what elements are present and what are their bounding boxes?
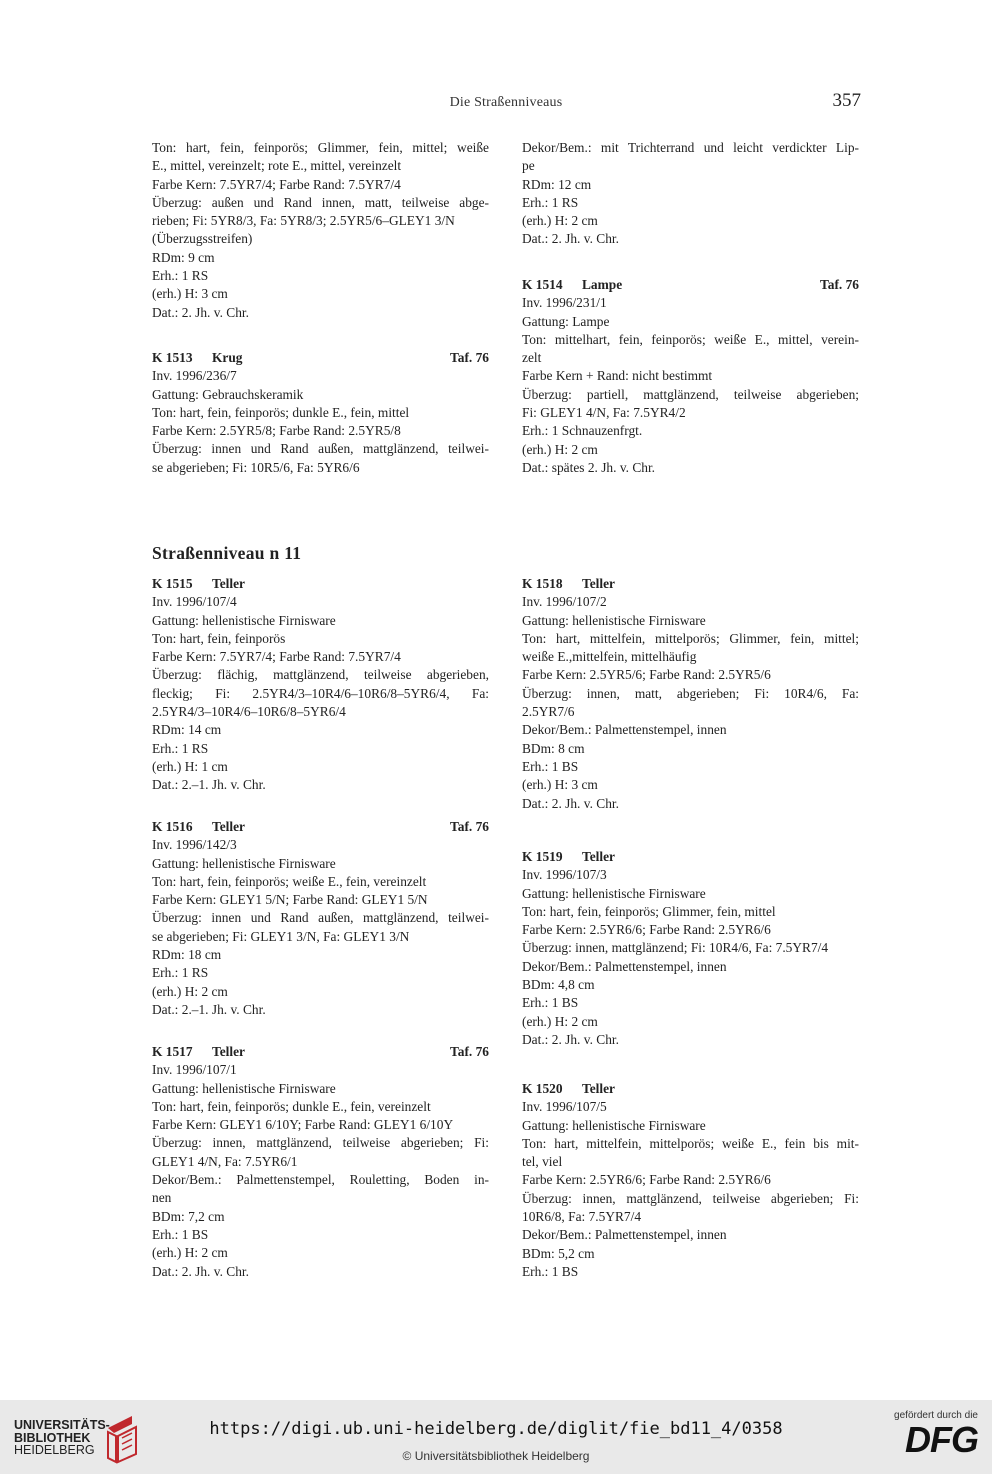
object-type: Lampe	[582, 277, 623, 292]
entry-heading	[522, 276, 859, 294]
entry-line: Farbe Kern: 2.5YR5/8; Farbe Rand: 2.5YR5/8	[152, 423, 401, 439]
text-line: Dat.: 2. Jh. v. Chr.	[522, 231, 619, 247]
entry-line: 10R6/8, Fa: 7.5YR7/4	[522, 1209, 642, 1225]
entry-line: Inv. 1996/107/5	[522, 1099, 607, 1115]
entry-line: (erh.) H: 2 cm	[522, 441, 598, 457]
entry-line: Ton: hart, fein, feinporös	[152, 630, 286, 646]
text-line: Überzug: außen und Rand innen, matt, teilweise abge-	[152, 194, 489, 210]
entry-line: BDm: 7,2 cm	[152, 1208, 225, 1224]
entry-line: Überzug: innen und Rand außen, mattglänzend, teilwei-	[152, 441, 489, 457]
entry-heading	[152, 575, 489, 593]
text-line: (erh.) H: 3 cm	[152, 286, 228, 302]
entry-line: GLEY1 4/N, Fa: 7.5YR6/1	[152, 1153, 298, 1169]
entry-line: Inv. 1996/107/1	[152, 1062, 237, 1078]
right-continuation	[522, 139, 859, 249]
library-name-line1: UNIVERSITÄTS-	[14, 1418, 110, 1432]
entry-line: Gattung: hellenistische Firnisware	[522, 885, 706, 901]
entry-line: Erh.: 1 RS	[152, 965, 209, 981]
entry-line: Dekor/Bem.: Palmettenstempel, Rouletting, Boden in-	[152, 1172, 489, 1188]
entry-line: Dat.: 2.–1. Jh. v. Chr.	[152, 1001, 266, 1017]
entry-k1520	[522, 1080, 859, 1281]
entry-line: BDm: 4,8 cm	[522, 977, 595, 993]
text-line: Erh.: 1 RS	[522, 194, 579, 210]
entry-heading	[522, 575, 859, 593]
entry-line: Erh.: 1 BS	[152, 1226, 209, 1242]
entry-line: 2.5YR7/6	[522, 704, 575, 720]
text-line: Dat.: 2. Jh. v. Chr.	[152, 304, 249, 320]
plate-reference: Taf. 76	[820, 277, 859, 292]
entry-line: (erh.) H: 2 cm	[522, 1013, 598, 1029]
catalog-number: K 1520	[522, 1081, 563, 1096]
text-line: Farbe Kern: 7.5YR7/4; Farbe Rand: 7.5YR7/4	[152, 176, 401, 192]
entry-heading	[152, 349, 489, 367]
entry-line: Farbe Kern + Rand: nicht bestimmt	[522, 368, 713, 384]
entry-k1515	[152, 575, 489, 795]
entry-line: (erh.) H: 3 cm	[522, 777, 598, 793]
entry-line: weiße E.,mittelfein, mittelhäufig	[522, 649, 697, 665]
entry-line: Dekor/Bem.: Palmettenstempel, innen	[522, 722, 727, 738]
catalog-number: K 1513	[152, 350, 193, 365]
plate-reference: Taf. 76	[450, 350, 489, 365]
entry-line: Farbe Kern: GLEY1 6/10Y; Farbe Rand: GLEY1 6/10Y	[152, 1117, 454, 1133]
funding-note: gefördert durch die	[894, 1410, 978, 1421]
entry-line: Farbe Kern: 2.5YR5/6; Farbe Rand: 2.5YR5/6	[522, 667, 771, 683]
entry-line: Dekor/Bem.: Palmettenstempel, innen	[522, 1227, 727, 1243]
catalog-number: K 1515	[152, 576, 193, 591]
text-line: (Überzugsstreifen)	[152, 231, 253, 247]
left-continuation	[152, 139, 489, 322]
entry-line: Ton: hart, mittelfein, mittelporös; Glimmer, fein, mittel;	[522, 630, 859, 646]
entry-line: Ton: hart, fein, feinporös; dunkle E., fein, mittel	[152, 404, 410, 420]
entry-line: (erh.) H: 2 cm	[152, 1245, 228, 1261]
entry-line: Erh.: 1 BS	[522, 1263, 579, 1279]
entry-line: Überzug: innen, mattglänzend, teilweise abgerieben; Fi:	[522, 1190, 859, 1206]
entry-line: Ton: mittelhart, fein, feinporös; weiße E., mittel, verein-	[522, 331, 859, 347]
catalog-number: K 1519	[522, 849, 563, 864]
library-name-line3: HEIDELBERG	[14, 1443, 95, 1457]
plate-reference: Taf. 76	[450, 819, 489, 834]
entry-line: zelt	[522, 350, 542, 366]
entry-line: Gattung: Lampe	[522, 313, 610, 329]
entry-line: Farbe Kern: 7.5YR7/4; Farbe Rand: 7.5YR7/4	[152, 649, 401, 665]
object-type: Teller	[212, 576, 245, 591]
entry-k1516	[152, 818, 489, 1019]
text-line: Ton: hart, fein, feinporös; Glimmer, fein, mittel; weiße	[152, 140, 489, 155]
entry-line: Dat.: 2.–1. Jh. v. Chr.	[152, 777, 266, 793]
entry-line: Erh.: 1 BS	[522, 758, 579, 774]
entry-line: Inv. 1996/236/7	[152, 368, 237, 384]
entry-line: RDm: 14 cm	[152, 722, 222, 738]
entry-line: BDm: 8 cm	[522, 740, 585, 756]
library-name-line2: BIBLIOTHEK	[14, 1430, 91, 1445]
text-line: (erh.) H: 2 cm	[522, 213, 598, 229]
entry-line: Überzug: innen und Rand außen, mattglänzend, teilwei-	[152, 910, 489, 926]
entry-line: Inv. 1996/107/3	[522, 867, 607, 883]
entry-line: Erh.: 1 Schnauzenfrgt.	[522, 423, 643, 439]
entry-line: Inv. 1996/142/3	[152, 837, 237, 853]
object-type: Teller	[582, 576, 615, 591]
entry-line: Überzug: partiell, mattglänzend, teilweise abgerieben;	[522, 386, 859, 402]
entry-line: Farbe Kern: GLEY1 5/N; Farbe Rand: GLEY1 5/N	[152, 892, 428, 908]
entry-heading	[522, 848, 859, 866]
dfg-funding[interactable]	[882, 1410, 978, 1466]
entry-line: se abgerieben; Fi: 10R5/6, Fa: 5YR6/6	[152, 459, 360, 475]
running-head-title: Die Straßenniveaus	[449, 95, 563, 110]
entry-line: Gattung: Gebrauchskeramik	[152, 386, 304, 402]
entry-line: nen	[152, 1190, 172, 1206]
catalog-number: K 1517	[152, 1044, 193, 1059]
entry-k1514	[522, 276, 859, 477]
object-type: Teller	[212, 819, 245, 834]
entry-line: Gattung: hellenistische Firnisware	[522, 612, 706, 628]
entry-line: Ton: hart, fein, feinporös; dunkle E., fein, vereinzelt	[152, 1098, 431, 1114]
text-line: E., mittel, vereinzelt; rote E., mittel, vereinzelt	[152, 158, 402, 174]
entry-line: Gattung: hellenistische Firnisware	[152, 855, 336, 871]
entry-heading	[152, 1043, 489, 1061]
object-type: Teller	[582, 1081, 615, 1096]
entry-line: fleckig; Fi: 2.5YR4/3–10R4/6–10R6/8–5YR6/4, Fa:	[152, 685, 489, 701]
page-number: 357	[832, 90, 861, 111]
entry-line: Dat.: 2. Jh. v. Chr.	[522, 795, 619, 811]
text-line: RDm: 12 cm	[522, 176, 592, 192]
entry-heading	[522, 1080, 859, 1098]
text-line: Erh.: 1 RS	[152, 268, 209, 284]
entry-line: Gattung: hellenistische Firnisware	[522, 1117, 706, 1133]
copyright-text: © Universitätsbibliothek Heidelberg	[402, 1449, 590, 1463]
entry-line: Gattung: hellenistische Firnisware	[152, 1080, 336, 1096]
text-line: RDm: 9 cm	[152, 249, 215, 265]
entry-line: Überzug: innen, mattglänzend, teilweise abgerieben; Fi:	[152, 1135, 489, 1151]
entry-heading	[152, 818, 489, 836]
footer-bar	[0, 1400, 992, 1474]
text-line: Dekor/Bem.: mit Trichterrand und leicht verdickter Lip-	[522, 140, 859, 155]
entry-line: (erh.) H: 1 cm	[152, 758, 228, 774]
plate-reference: Taf. 76	[450, 1044, 489, 1059]
entry-k1518	[522, 575, 859, 813]
entry-line: Dat.: 2. Jh. v. Chr.	[152, 1263, 249, 1279]
entry-line: Ton: hart, fein, feinporös; weiße E., fein, vereinzelt	[152, 873, 427, 889]
entry-line: Inv. 1996/107/4	[152, 594, 237, 610]
entry-line: BDm: 5,2 cm	[522, 1245, 595, 1261]
entry-line: Ton: hart, mittelfein, mittelporös; weiße E., fein bis mit-	[522, 1135, 859, 1151]
entry-line: Farbe Kern: 2.5YR6/6; Farbe Rand: 2.5YR6/6	[522, 922, 771, 938]
document-url-link[interactable]: https://digi.ub.uni-heidelberg.de/diglit/fie_bd11_4/0358	[209, 1419, 783, 1439]
entry-line: Fi: GLEY1 4/N, Fa: 7.5YR4/2	[522, 405, 686, 421]
catalog-number: K 1516	[152, 819, 193, 834]
entry-k1513	[152, 349, 489, 477]
entry-line: Inv. 1996/107/2	[522, 594, 607, 610]
object-type: Teller	[212, 1044, 245, 1059]
text-line: rieben; Fi: 5YR8/3, Fa: 5YR8/3; 2.5YR5/6–GLEY1 3/N	[152, 213, 455, 229]
text-line: pe	[522, 158, 535, 174]
entry-line: se abgerieben; Fi: GLEY1 3/N, Fa: GLEY1 3/N	[152, 928, 410, 944]
entry-line: Ton: hart, fein, feinporös; Glimmer, fein, mittel	[522, 903, 776, 919]
entry-line: RDm: 18 cm	[152, 947, 222, 963]
entry-k1517	[152, 1043, 489, 1281]
entry-line: Überzug: innen, matt, abgerieben; Fi: 10R4/6, Fa:	[522, 685, 859, 701]
entry-line: Erh.: 1 RS	[152, 740, 209, 756]
section-title: Straßenniveau n 11	[152, 543, 302, 563]
catalog-number: K 1518	[522, 576, 563, 591]
entry-line: tel, viel	[522, 1154, 563, 1170]
entry-line: (erh.) H: 2 cm	[152, 983, 228, 999]
entry-line: Dekor/Bem.: Palmettenstempel, innen	[522, 958, 727, 974]
entry-k1519	[522, 848, 859, 1049]
entry-line: 2.5YR4/3–10R4/6–10R6/8–5YR6/4	[152, 704, 346, 720]
entry-line: Dat.: spätes 2. Jh. v. Chr.	[522, 459, 656, 475]
entry-line: Überzug: flächig, mattglänzend, teilweise abgerieben,	[152, 667, 489, 683]
catalog-number: K 1514	[522, 277, 563, 292]
entry-line: Überzug: innen, mattglänzend; Fi: 10R4/6, Fa: 7.5YR7/4	[522, 940, 829, 956]
object-type: Teller	[582, 849, 615, 864]
entry-line: Farbe Kern: 2.5YR6/6; Farbe Rand: 2.5YR6/6	[522, 1172, 771, 1188]
entry-line: Inv. 1996/231/1	[522, 295, 607, 311]
entry-line: Dat.: 2. Jh. v. Chr.	[522, 1031, 619, 1047]
entry-line: Gattung: hellenistische Firnisware	[152, 612, 336, 628]
object-type: Krug	[212, 350, 243, 365]
dfg-logo: DFG	[905, 1419, 978, 1460]
entry-line: Erh.: 1 BS	[522, 995, 579, 1011]
